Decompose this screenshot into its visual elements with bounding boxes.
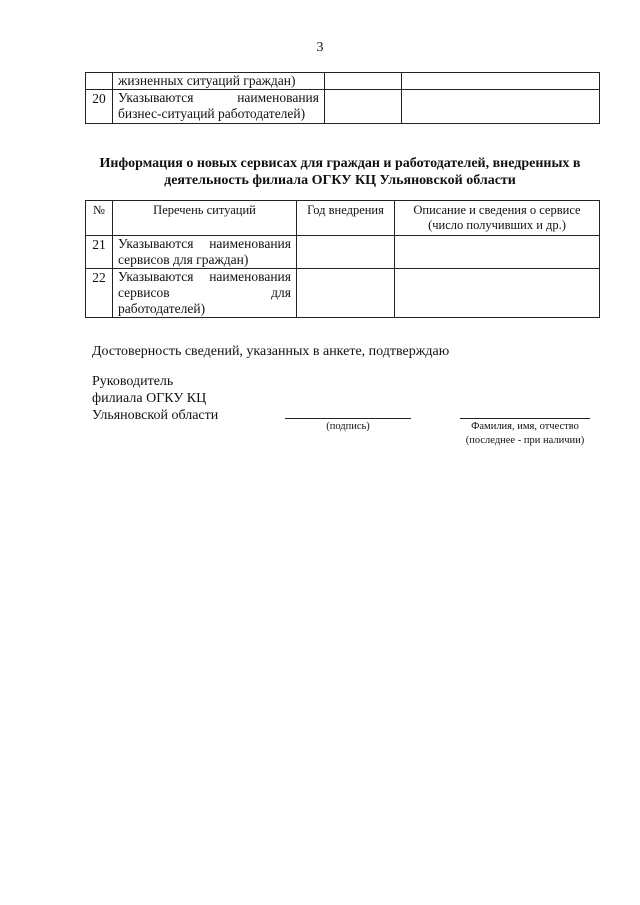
- header-description-line: Описание и сведения о сервисе: [413, 203, 581, 217]
- row-text-line-justified: [118, 236, 291, 252]
- row-text-line-justified: [118, 90, 319, 106]
- top-table: [85, 72, 600, 124]
- header-description: [395, 201, 600, 236]
- row-text-line: сервисов для граждан): [118, 252, 249, 267]
- page-number: 3: [316, 40, 324, 55]
- confirmation-text: Достоверность сведений, указанных в анкете, подтверждаю: [92, 344, 450, 359]
- table-row: [86, 73, 600, 90]
- word: наименования: [209, 236, 291, 251]
- header-year: Год внедрения: [297, 201, 395, 236]
- section-heading: [60, 155, 620, 189]
- row-number: 22: [86, 269, 113, 318]
- row-text-line-justified: [118, 269, 291, 285]
- signatory-line: Руководитель: [92, 374, 174, 389]
- header-description-line: (число получивших и др.): [428, 218, 566, 232]
- table-row: [86, 269, 600, 318]
- row-text: [113, 73, 325, 90]
- word: наименования: [237, 90, 319, 105]
- empty-cell: [297, 236, 395, 269]
- row-text: [113, 236, 297, 269]
- table-header-row: [86, 201, 600, 236]
- empty-cell: [395, 236, 600, 269]
- signatory-block: [92, 373, 218, 424]
- word: Указываются: [118, 269, 194, 284]
- name-caption-line: (последнее - при наличии): [465, 435, 585, 446]
- word: Указываются: [118, 236, 194, 251]
- empty-cell: [297, 269, 395, 318]
- heading-line: Информация о новых сервисах для граждан и работодателей, внедренных в: [99, 156, 581, 171]
- row-number: [86, 73, 113, 90]
- empty-cell: [402, 73, 600, 90]
- table-row: [86, 90, 600, 124]
- header-list: Перечень ситуаций: [113, 201, 297, 236]
- row-text-line: жизненных ситуаций граждан): [118, 73, 296, 88]
- word: сервисов: [118, 285, 170, 300]
- name-caption: [440, 420, 610, 448]
- signatory-line: Ульяновской области: [92, 408, 219, 423]
- empty-cell: [395, 269, 600, 318]
- empty-cell: [325, 90, 402, 124]
- word: Указываются: [118, 90, 194, 105]
- table-row: [86, 236, 600, 269]
- services-table: [85, 200, 600, 318]
- row-text: [113, 269, 297, 318]
- signature-caption: (подпись): [326, 421, 370, 432]
- row-text-line: бизнес-ситуаций работодателей): [118, 106, 306, 121]
- empty-cell: [325, 73, 402, 90]
- heading-line: деятельность филиала ОГКУ КЦ Ульяновской области: [164, 173, 516, 188]
- header-num: №: [86, 201, 113, 236]
- row-number: 20: [86, 90, 113, 124]
- empty-cell: [402, 90, 600, 124]
- name-line: [460, 418, 590, 419]
- signatory-line: филиала ОГКУ КЦ: [92, 391, 207, 406]
- word: для: [271, 285, 291, 300]
- row-number: 21: [86, 236, 113, 269]
- row-text-line: работодателей): [118, 301, 206, 316]
- signature-line: [285, 418, 411, 419]
- word: наименования: [209, 269, 291, 284]
- row-text: [113, 90, 325, 124]
- row-text-line-justified: [118, 285, 291, 301]
- name-caption-line: Фамилия, имя, отчество: [471, 421, 579, 432]
